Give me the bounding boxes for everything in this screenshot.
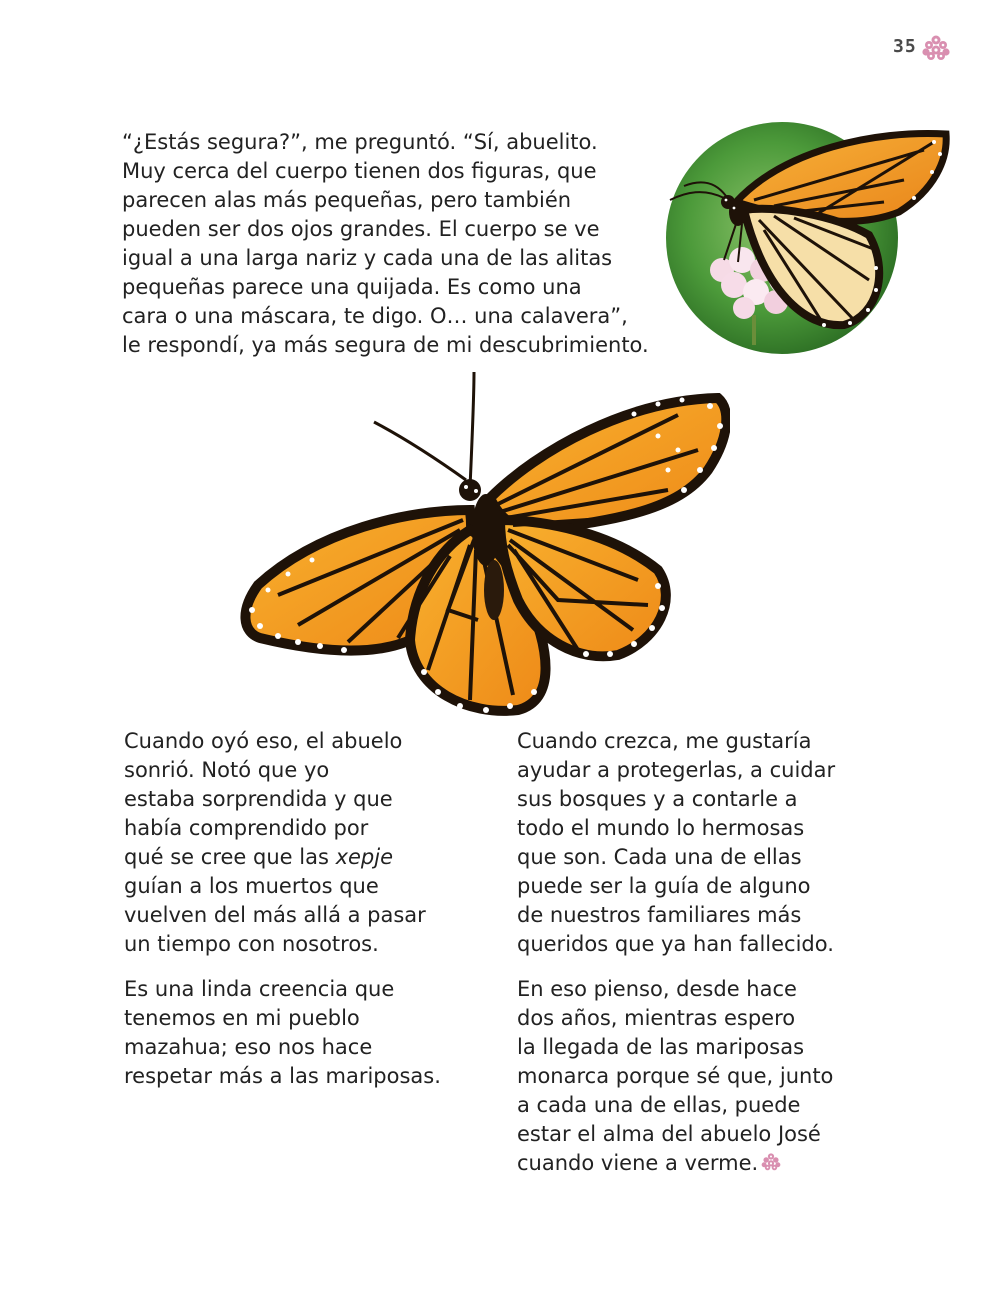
text-line: la llegada de las mariposas (517, 1035, 805, 1059)
text-line: mazahua; eso nos hace (124, 1035, 373, 1059)
left-column-paragraph-1 (124, 727, 469, 959)
text-line: estaba sorprendida y que (124, 787, 393, 811)
text-line: le respondí, ya más segura de mi descubrimiento. (122, 333, 649, 357)
monarch-on-flower-photo (664, 120, 950, 356)
text-line: vuelven del más allá a pasar (124, 903, 426, 927)
text-segment: cuando viene a verme. (517, 1151, 759, 1175)
text-line: parecen alas más pequeñas, pero también (122, 188, 572, 212)
text-line: había comprendido por (124, 816, 369, 840)
right-column-paragraph-2 (517, 975, 862, 1178)
text-line: a cada una de ellas, puede (517, 1093, 801, 1117)
page-number: 35 (893, 36, 917, 57)
text-line: dos años, mientras espero (517, 1006, 796, 1030)
text-line: En eso pienso, desde hace (517, 977, 797, 1001)
text-line: “¿Estás segura?”, me preguntó. “Sí, abuelito. (122, 130, 598, 154)
right-column-paragraph-1 (517, 727, 862, 959)
text-line: pequeñas parece una quijada. Es como una (122, 275, 582, 299)
text-line: puede ser la guía de alguno (517, 874, 811, 898)
flower-ornament-icon (760, 1151, 782, 1173)
text-line (517, 1149, 862, 1178)
text-line: de nuestros familiares más (517, 903, 802, 927)
text-line: un tiempo con nosotros. (124, 932, 379, 956)
text-line: tenemos en mi pueblo (124, 1006, 360, 1030)
text-line: respetar más a las mariposas. (124, 1064, 441, 1088)
text-line: pueden ser dos ojos grandes. El cuerpo se ve (122, 217, 600, 241)
text-line: todo el mundo lo hermosas (517, 816, 805, 840)
text-line: Cuando oyó eso, el abuelo (124, 729, 403, 753)
text-line: monarca porque sé que, junto (517, 1064, 834, 1088)
text-line: estar el alma del abuelo José (517, 1122, 821, 1146)
text-line: igual a una larga nariz y cada una de las alitas (122, 246, 613, 270)
text-line: Cuando crezca, me gustaría (517, 729, 812, 753)
text-line: que son. Cada una de ellas (517, 845, 802, 869)
text-line: cara o una máscara, te digo. O… una calavera”, (122, 304, 628, 328)
text-line: sus bosques y a contarle a (517, 787, 798, 811)
text-line: sonrió. Notó que yo (124, 758, 330, 782)
flower-ornament-icon (920, 32, 952, 64)
left-column-paragraph-2 (124, 975, 469, 1091)
intro-paragraph (122, 128, 670, 360)
text-line: Es una linda creencia que (124, 977, 395, 1001)
text-line: guían a los muertos que (124, 874, 379, 898)
text-line: Muy cerca del cuerpo tienen dos figuras, que (122, 159, 597, 183)
text-line: ayudar a protegerlas, a cuidar (517, 758, 836, 782)
text-line: queridos que ya han fallecido. (517, 932, 834, 956)
italic-word: xepje (335, 845, 393, 869)
viceroy-butterfly-photo (238, 370, 730, 720)
text-line (124, 843, 469, 872)
text-segment: qué se cree que las (124, 845, 336, 869)
